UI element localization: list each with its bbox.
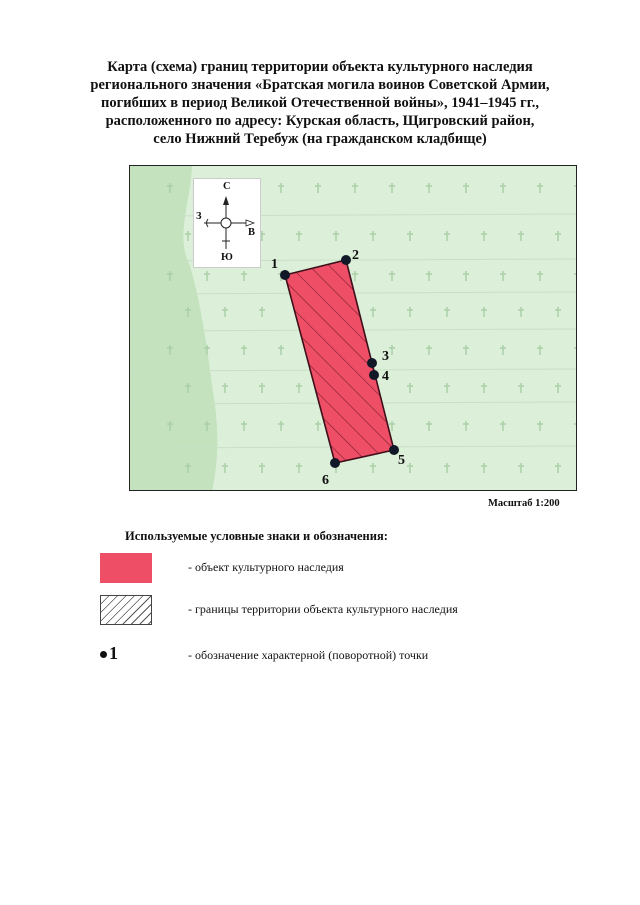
title-line: погибших в период Великой Отечественной войны», 1941–1945 гг., [101,95,539,111]
title-line: Карта (схема) границ территории объекта культурного наследия [107,59,533,75]
title-line: село Нижний Теребуж (на гражданском кладбище) [153,131,487,147]
point-2-label: 2 [352,248,359,263]
point-6-label: 6 [322,473,329,488]
point-symbol [100,643,118,664]
title-line: расположенного по адресу: Курская область, Щигровский район, [105,113,535,129]
compass-north: С [223,181,231,192]
map-title [80,58,560,148]
point-2-marker [341,255,351,265]
point-6-marker [330,458,340,468]
hatch-swatch [100,595,152,625]
legend-item-text: - объект культурного наследия [188,560,344,574]
point-1-label: 1 [271,257,278,272]
point-3-marker [367,358,377,368]
point-5-label: 5 [398,453,405,468]
point-4-marker [369,370,379,380]
compass-south: Ю [221,252,233,263]
point-3-label: 3 [382,349,389,364]
point-dot-icon [100,651,107,658]
map-scale: Масштаб 1:200 [488,498,560,509]
title-line: регионального значения «Братская могила воинов Советской Армии, [90,77,550,93]
compass-east: В [248,227,256,238]
legend-item-text: - границы территории объекта культурного наследия [188,602,458,616]
compass-west: З [196,211,202,222]
object-fill-swatch [100,553,152,583]
map-area[interactable] [129,165,577,491]
legend-title: Используемые условные знаки и обозначения: [125,529,388,543]
point-1-marker [280,270,290,280]
legend-item-text: - обозначение характерной (поворотной) точки [188,648,429,662]
point-symbol-label: 1 [109,643,118,663]
point-4-label: 4 [382,369,389,384]
compass-rose [193,178,261,268]
